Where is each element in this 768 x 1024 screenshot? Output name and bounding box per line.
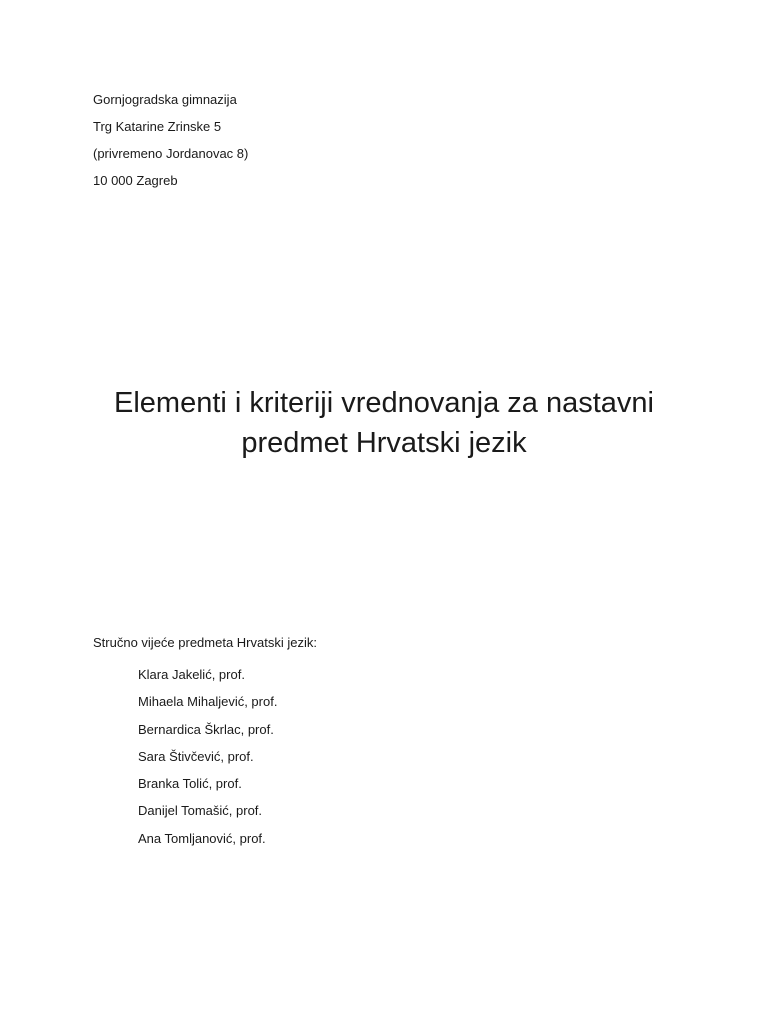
council-members-list	[138, 661, 277, 852]
school-city: 10 000 Zagreb	[93, 173, 178, 188]
council-member: Bernardica Škrlac, prof.	[138, 721, 274, 737]
council-member: Ana Tomljanović, prof.	[138, 830, 266, 846]
school-street: Trg Katarine Zrinske 5	[93, 119, 222, 134]
subject-council-heading: Stručno vijeće predmeta Hrvatski jezik:	[93, 635, 317, 650]
school-temporary-address: (privremeno Jordanovac 8)	[93, 146, 249, 161]
council-member: Klara Jakelić, prof.	[138, 667, 245, 682]
council-member: Danijel Tomašić, prof.	[138, 803, 263, 819]
council-member: Branka Tolić, prof.	[138, 776, 242, 792]
school-name: Gornjogradska gimnazija	[93, 92, 237, 107]
council-member: Mihaela Mihaljević, prof.	[138, 694, 278, 710]
document-title-line-2: predmet Hrvatski jezik	[241, 427, 527, 460]
school-address-block	[93, 86, 248, 194]
document-title	[40, 383, 728, 463]
council-member: Sara Štivčević, prof.	[138, 748, 254, 764]
document-title-line-1: Elementi i kriteriji vrednovanja za nastavni	[114, 387, 654, 420]
